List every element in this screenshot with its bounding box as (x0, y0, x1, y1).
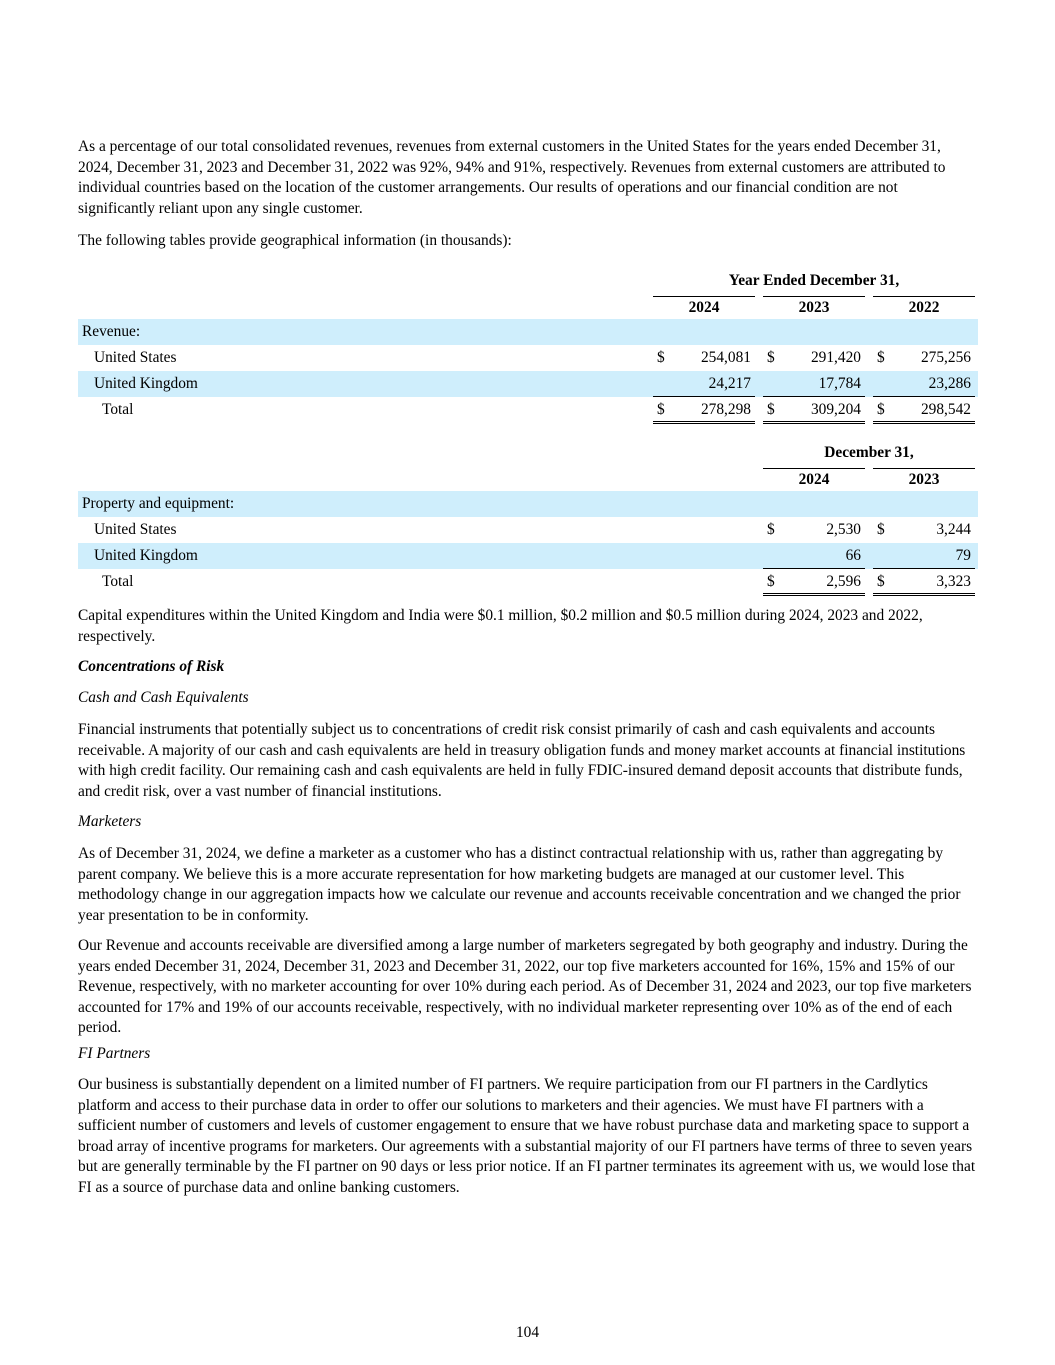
marketers-paragraph-1: As of December 31, 2024, we define a marketer as a customer who has a distinct contractual relationship with us, rather than aggregating by parent company. We believe this is a more accurate representation for how marketing budgets are managed at our customer level. This methodology change in our aggregation impacts how we calculate our revenue and accounts receivable concentration and we changed the prior year presentation to be in conformity. (78, 845, 961, 924)
value-cell: 278,298 (700, 401, 751, 418)
value-cell: 3,244 (936, 521, 971, 538)
row-label: Total (102, 573, 134, 590)
property-year-2024: 2024 (763, 468, 865, 492)
dollar-sign: $ (767, 401, 775, 418)
value-cell: 2,530 (826, 521, 861, 538)
revenue-section-row (78, 319, 978, 345)
fi-heading: FI Partners (78, 1045, 151, 1062)
dollar-sign: $ (877, 349, 885, 366)
table-row (78, 345, 978, 371)
row-label: United Kingdom (94, 547, 198, 564)
marketers-paragraph-2: Our Revenue and accounts receivable are diversified among a large number of marketers segregated by both geography and industry. During the years ended December 31, 2024, December 31, 2023 and December 31, 2022, our top five marketers accounted for 16%, 15% and 15% of our Revenue, respectively, with no marketer accounting for over 10% during each period. As of December 31, 2024 and 2023, our top five marketers accounted for 17% and 19% of our accounts receivable, respectively, with no individual marketer representing over 10% as of the end of each period. (78, 937, 972, 1037)
page-number: 104 (515, 1324, 540, 1341)
row-label: United States (94, 349, 177, 366)
dollar-sign: $ (767, 573, 775, 590)
table-row (78, 397, 978, 423)
dollar-sign: $ (767, 521, 775, 538)
value-cell: 17,784 (818, 375, 861, 392)
dollar-sign: $ (877, 401, 885, 418)
value-cell: 23,286 (928, 375, 971, 392)
dollar-sign: $ (877, 573, 885, 590)
row-label: Total (102, 401, 134, 418)
intro-paragraph: As a percentage of our total consolidated revenues, revenues from external customers in the United States for the years ended December 31, 2024, December 31, 2023 and December 31, 2022 was 92%, 94% and 91%, respectively. Revenues from external customers are attributed to individual countries based on the location of the customer arrangements. Our results of operations and our financial condition are not significantly reliant upon any single customer. (78, 138, 946, 217)
marketers-heading: Marketers (78, 813, 142, 830)
revenue-section-label: Revenue: (82, 323, 141, 340)
row-label: United States (94, 521, 177, 538)
dollar-sign: $ (767, 349, 775, 366)
value-cell: 24,217 (708, 375, 751, 392)
value-cell: 291,420 (810, 349, 861, 366)
table-row (78, 517, 978, 543)
capex-paragraph: Capital expenditures within the United Kingdom and India were $0.1 million, $0.2 million and $0.5 million during 2024, 2023 and 2022, respectively. (78, 607, 923, 645)
revenue-year-2022: 2022 (873, 296, 975, 320)
row-label: United Kingdom (94, 375, 198, 392)
concentrations-heading: Concentrations of Risk (78, 658, 225, 675)
value-cell: 254,081 (700, 349, 751, 366)
value-cell: 3,323 (936, 573, 971, 590)
revenue-year-2024: 2024 (653, 296, 755, 320)
value-cell: 79 (955, 547, 971, 564)
revenue-period-header: Year Ended December 31, (728, 272, 900, 289)
property-year-2023: 2023 (873, 468, 975, 492)
value-cell: 309,204 (810, 401, 861, 418)
table-row (78, 569, 978, 595)
property-section-row (78, 491, 978, 517)
dollar-sign: $ (657, 349, 665, 366)
revenue-year-2023: 2023 (763, 296, 865, 320)
value-cell: 66 (845, 547, 861, 564)
fi-paragraph: Our business is substantially dependent on a limited number of FI partners. We require participation from our FI partners in the Cardlytics platform and access to their purchase data in order to offer our solutions to marketers and their agencies. We must have FI partners with a sufficient number of customers and levels of customer engagement to ensure that we have robust purchase data and marketing space to support a broad array of incentive programs for marketers. Our agreements with a substantial majority of our FI partners have terms of three to seven years but are generally terminable by the FI partner on 90 days or less prior notice. If an FI partner terminates its agreement with us, we would lose that FI as a source of purchase data and online banking customers. (78, 1076, 976, 1196)
dollar-sign: $ (657, 401, 665, 418)
property-section-label: Property and equipment: (82, 495, 235, 512)
property-period-header: December 31, (824, 444, 914, 461)
value-cell: 2,596 (826, 573, 861, 590)
cash-paragraph: Financial instruments that potentially subject us to concentrations of credit risk consist primarily of cash and cash equivalents and accounts receivable. A majority of our cash and cash equivalents are held in treasury obligation funds and money market accounts at financial institutions with high credit facility. Our remaining cash and cash equivalents are held in fully FDIC-insured demand deposit accounts that distribute funds, and credit risk, over a vast number of financial institutions. (78, 721, 966, 800)
value-cell: 275,256 (920, 349, 971, 366)
value-cell: 298,542 (920, 401, 971, 418)
dollar-sign: $ (877, 521, 885, 538)
table-row (78, 543, 978, 569)
table-row (78, 371, 978, 397)
tables-intro: The following tables provide geographical information (in thousands): (78, 232, 512, 249)
cash-heading: Cash and Cash Equivalents (78, 689, 249, 706)
